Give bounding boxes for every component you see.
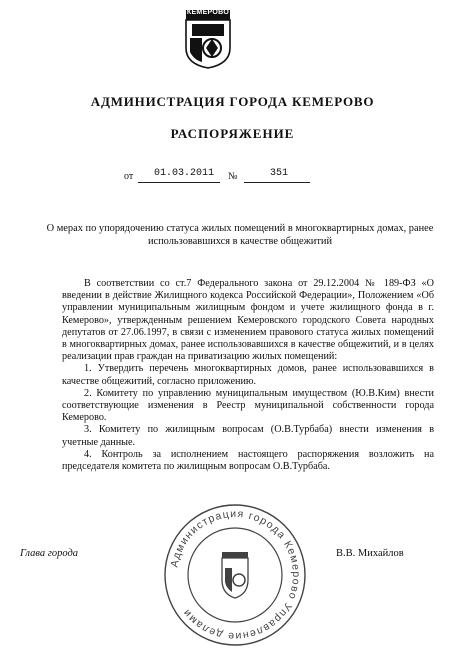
document-number: 351 [270, 168, 289, 179]
organization-title: АДМИНИСТРАЦИЯ ГОРОДА КЕМЕРОВО [90, 94, 375, 109]
document-date: 01.03.2011 [154, 168, 215, 179]
clause-2: 2. Комитету по управлению муниципальным имуществом (Ю.В.Ким) внести соответствующие изменения в Реестр муниципальной собственности города Кемерово. [62, 387, 434, 424]
number-underline [244, 182, 310, 183]
document-subject: О мерах по упорядочению статуса жилых помещений в многоквартирных домах, ранее использовавшихся в качестве общежитий [46, 223, 434, 247]
seal-stamp-icon [160, 500, 310, 650]
date-underline [138, 182, 220, 183]
clause-1: 1. Утвердить перечень многоквартирных домов, ранее использовавшихся в качестве общежитий, согласно приложению. [62, 363, 434, 387]
signer-name: В.В. Михайлов [336, 548, 404, 559]
number-prefix: № [228, 171, 238, 182]
coat-of-arms-icon [182, 8, 234, 70]
date-prefix: от [124, 171, 134, 182]
emblem-label: КЕМЕРОВО [186, 9, 230, 16]
preamble-paragraph: В соответствии со ст.7 Федерального закона от 29.12.2004 № 189-ФЗ «О введении в действие Жилищного кодекса Российской Федерации», Положением «Об управлении муниципальным жилищным фондом и учете жилищного фонда в г. Кемерово», утвержденным решением Кемеровского городского Совета народных депутатов от 27.06.1997, в связи с изменением правового статуса жилых помещений в многоквартирных домах, ранее использовавшихся в качестве общежитий, и в целях реализации прав граждан на приватизацию жилых помещений: [62, 278, 434, 363]
document-type: РАСПОРЯЖЕНИЕ [170, 126, 295, 141]
clause-4: 4. Контроль за исполнением настоящего распоряжения возложить на председателя комитета по жилищным вопросам О.В.Турбаба. [62, 448, 434, 473]
city-emblem [182, 8, 234, 70]
document-body [62, 278, 434, 473]
svg-text:Администрация города Кемерово: Администрация города Кемерово Управление делами [168, 507, 303, 643]
official-seal [160, 500, 310, 650]
clause-3: 3. Комитету по жилищным вопросам (О.В.Турбаба) внести изменения в учетные данные. [62, 424, 434, 448]
signer-position: Глава города [20, 548, 79, 559]
